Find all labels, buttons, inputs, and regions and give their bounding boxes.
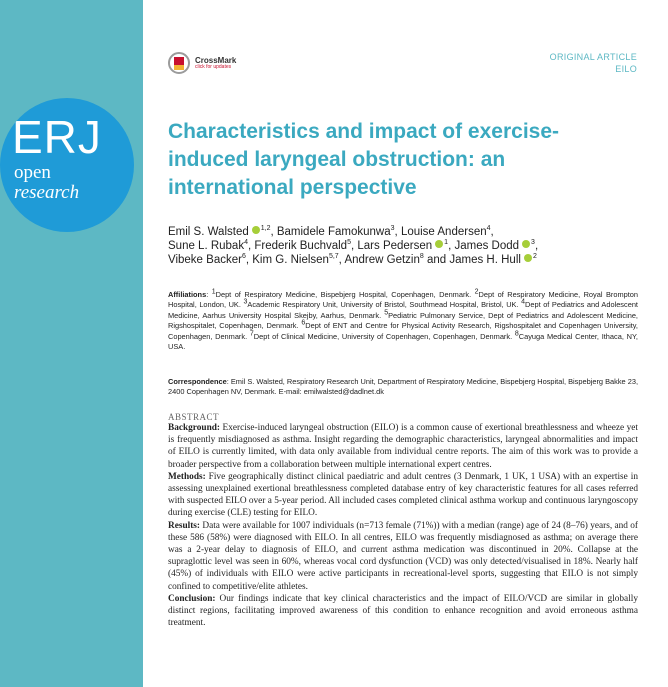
abstract-section-text: Data were available for 1007 individuals (n=713 female (71%)) with a median (range) age of 24 (8–76) years, and of these 586 (58%) were diagnosed with EILO. In all centres, EILO was frequently misdiagnosed as asthma; on average there was a 2-year delay to diagnosis of EILO, and current asthma medication was discontinued in 20%. Collapse at the supraglottic level was seen in 60%, whereas vocal cord dysfunction (VCD) was only detected/visualised in 18%. Nearly half (45%) of individuals with EILO were active participants in recreational-level sports, suggesting that EILO is not simply confined to competitive/elite athletes. bbox=[168, 520, 638, 592]
logo-open-text: open bbox=[14, 162, 51, 183]
author-name: Emil S. Walsted bbox=[168, 226, 249, 238]
abstract-section-text: Five geographically distinct clinical paediatric and adult centres (3 Denmark, 1 UK, 1 USA) with an expertise in assessing unexplained exertional breathlessness completed database entry of key characteristic features for all cases referred with suspected EILO over a 5-year period. All included cases completed clinical asthma workup and continuous laryngoscopy during exercise (CLE) testing for EILO. bbox=[168, 471, 638, 519]
logo-research-text: research bbox=[14, 182, 80, 203]
orcid-icon[interactable] bbox=[524, 254, 532, 262]
affiliation-number: 1 bbox=[211, 288, 216, 296]
erj-open-research-logo bbox=[0, 98, 134, 232]
author-name: Bamidele Famokunwa bbox=[276, 226, 391, 238]
author-list: Emil S. Walsted $^{1,2}$, Bamidele Famokunwa$^3$, Louise Andersen$^4$, Sune L. Rubak$^4$, Frederik Buchvald$^5$, Lars Pedersen $^1$, James Dodd $^3$, Vibeke Backer$^6$, Kim G. Nielsen$^{5,7}$, Andrew Getzin$^8$ and James H. Hull $^2$ bbox=[168, 225, 539, 266]
article-type: ORIGINAL ARTICLE bbox=[549, 52, 637, 62]
affiliation-text: Academic Respiratory Unit, University of Bristol, Southmead Hospital, Bristol, UK. bbox=[247, 300, 519, 310]
affiliation-number: 4 bbox=[521, 298, 526, 306]
journal-sidebar bbox=[0, 0, 143, 687]
author-name: Andrew Getzin bbox=[344, 254, 420, 266]
orcid-icon[interactable] bbox=[435, 240, 443, 248]
author-affiliation-number: 8 bbox=[419, 253, 424, 261]
author-name: James H. Hull bbox=[449, 254, 521, 266]
abstract-section-label: Results: bbox=[168, 520, 201, 531]
author-name: Louise Andersen bbox=[400, 226, 487, 238]
author-affiliation-number: 1,2 bbox=[260, 225, 271, 233]
abstract-section bbox=[168, 422, 638, 471]
abstract-body bbox=[168, 422, 638, 629]
correspondence: Correspondence: Emil S. Walsted, Respiratory Research Unit, Department of Respiratory Medicine, Bispebjerg Hospital, Bispebjerg Bakke 23, 2400 Copenhagen NV, Denmark. E-mail: emilwalsted@dadlnet.dk bbox=[168, 377, 639, 397]
author-name: Sune L. Rubak bbox=[168, 240, 245, 252]
affiliations-label: Affiliations bbox=[168, 290, 207, 299]
affiliation-text: Dept of ENT and Centre for Physical Activity Research, Rigshospitalet and Copenhagen University, Copenhagen, Denmark. bbox=[168, 321, 638, 341]
affiliation-number: 3 bbox=[243, 298, 248, 306]
article-type-header bbox=[550, 51, 637, 75]
crossmark-title: CrossMark bbox=[195, 55, 237, 65]
abstract-section bbox=[168, 593, 638, 630]
abstract-section bbox=[168, 520, 638, 593]
affiliation-number: 5 bbox=[384, 309, 389, 317]
abstract-heading: ABSTRACT bbox=[168, 412, 220, 422]
affiliation-number: 7 bbox=[249, 330, 254, 338]
orcid-icon[interactable] bbox=[252, 226, 260, 234]
affiliation-text: Dept of Respiratory Medicine, Royal Brompton Hospital, London, UK. bbox=[168, 290, 638, 310]
crossmark-icon bbox=[168, 52, 190, 74]
crossmark-badge[interactable] bbox=[168, 52, 236, 74]
article-title: Characteristics and impact of exercise-induced laryngeal obstruction: an international perspective bbox=[168, 120, 560, 199]
affiliation-number: 8 bbox=[514, 330, 519, 338]
article-section: EILO bbox=[615, 64, 637, 74]
author-affiliation-number: 2 bbox=[532, 253, 537, 261]
author-affiliation-number: 4 bbox=[244, 239, 248, 247]
logo-erj-text: ERJ bbox=[12, 111, 102, 163]
affiliation-text: Dept of Pediatrics and Adolescent Medicine, Aarhus University Hospital Skejby, Aarhus, Denmark. bbox=[168, 300, 638, 320]
crossmark-subtitle: click for updates bbox=[195, 63, 232, 70]
affiliation-text: Dept of Respiratory Medicine, Bispebjerg Hospital, Copenhagen, Denmark. bbox=[215, 290, 472, 299]
abstract-section-label: Background: bbox=[168, 423, 221, 433]
correspondence-label: Correspondence bbox=[168, 377, 227, 386]
author-name: Vibeke Backer bbox=[168, 254, 242, 266]
author-name: James Dodd bbox=[454, 240, 520, 252]
affiliation-number: 2 bbox=[474, 288, 479, 296]
correspondence-text: Emil S. Walsted, Respiratory Research Unit, Department of Respiratory Medicine, Bispebjerg Hospital, Bispebjerg Bakke 23, 2400 Copenhagen NV, Denmark. E-mail: emilwalsted@dadlnet.dk bbox=[168, 377, 639, 397]
author-affiliation-number: 5,7 bbox=[328, 253, 339, 261]
abstract-section-text: Exercise-induced laryngeal obstruction (EILO) is a common cause of exertional breathlessness and wheeze yet is frequently misdiagnosed as asthma. Insight regarding the demographic characteristics, laryngeal abnormalities and impact of EILO is currently limited, with data only available from individual centre reports. The aim of this work was to provide a broader perspective from a collaboration between multiple international expert centres. bbox=[168, 423, 638, 470]
abstract-section-label: Methods: bbox=[168, 471, 206, 482]
author-affiliation-number: 5 bbox=[347, 239, 351, 247]
abstract-section-text: Our findings indicate that key clinical characteristics and the impact of EILO/VCD are similar in globally distinct regions, facilitating improved awareness of this condition to enhance recognition and avoid erroneous asthma treatment. bbox=[168, 593, 638, 629]
orcid-icon[interactable] bbox=[522, 240, 530, 248]
abstract-section-label: Conclusion: bbox=[168, 593, 216, 604]
author-name: Frederik Buchvald bbox=[254, 240, 348, 252]
affiliation-number: 6 bbox=[301, 319, 306, 327]
author-affiliation-number: 4 bbox=[486, 225, 491, 233]
author-affiliation-number: 1 bbox=[444, 239, 449, 247]
author-affiliation-number: 3 bbox=[390, 225, 395, 233]
affiliation-text: Pediatric Pulmonary Service, Dept of Pediatrics and Adolescent Medicine, Rigshospitalet, Copenhagen, Denmark. bbox=[168, 310, 638, 331]
author-affiliation-number: 6 bbox=[241, 253, 246, 261]
affiliation-text: Cayuga Medical Center, Ithaca, NY, USA. bbox=[168, 331, 638, 352]
author-name: Kim G. Nielsen bbox=[252, 254, 329, 266]
abstract-section bbox=[168, 471, 638, 520]
affiliation-text: Dept of Clinical Medicine, University of Copenhagen, Copenhagen, Denmark. bbox=[253, 331, 513, 341]
author-name: Lars Pedersen bbox=[357, 240, 433, 252]
affiliations: Affiliations: 1Dept of Respiratory Medicine, Bispebjerg Hospital, Copenhagen, Denmark. 2Dept of Respiratory Medicine, Royal Brompton Hospital, London, UK. 3Academic Respiratory Unit, University of Bristol, Southmead Hospital, Bristol, UK. 4Dept of Pediatrics and Adolescent Medicine, Aarhus University Hospital Skejby, Aarhus, Denmark. 5Pediatric Pulmonary Service, Dept of Pediatrics and Adolescent Medicine, Rigshospitalet, Copenhagen, Denmark. 6Dept of ENT and Centre for Physical Activity Research, Rigshospitalet and Copenhagen University, Copenhagen, Denmark. 7Dept of Clinical Medicine, University of Copenhagen, Copenhagen, Denmark. 8Cayuga Medical Center, Ithaca, NY, USA. bbox=[168, 288, 638, 352]
author-affiliation-number: 3 bbox=[531, 239, 535, 247]
